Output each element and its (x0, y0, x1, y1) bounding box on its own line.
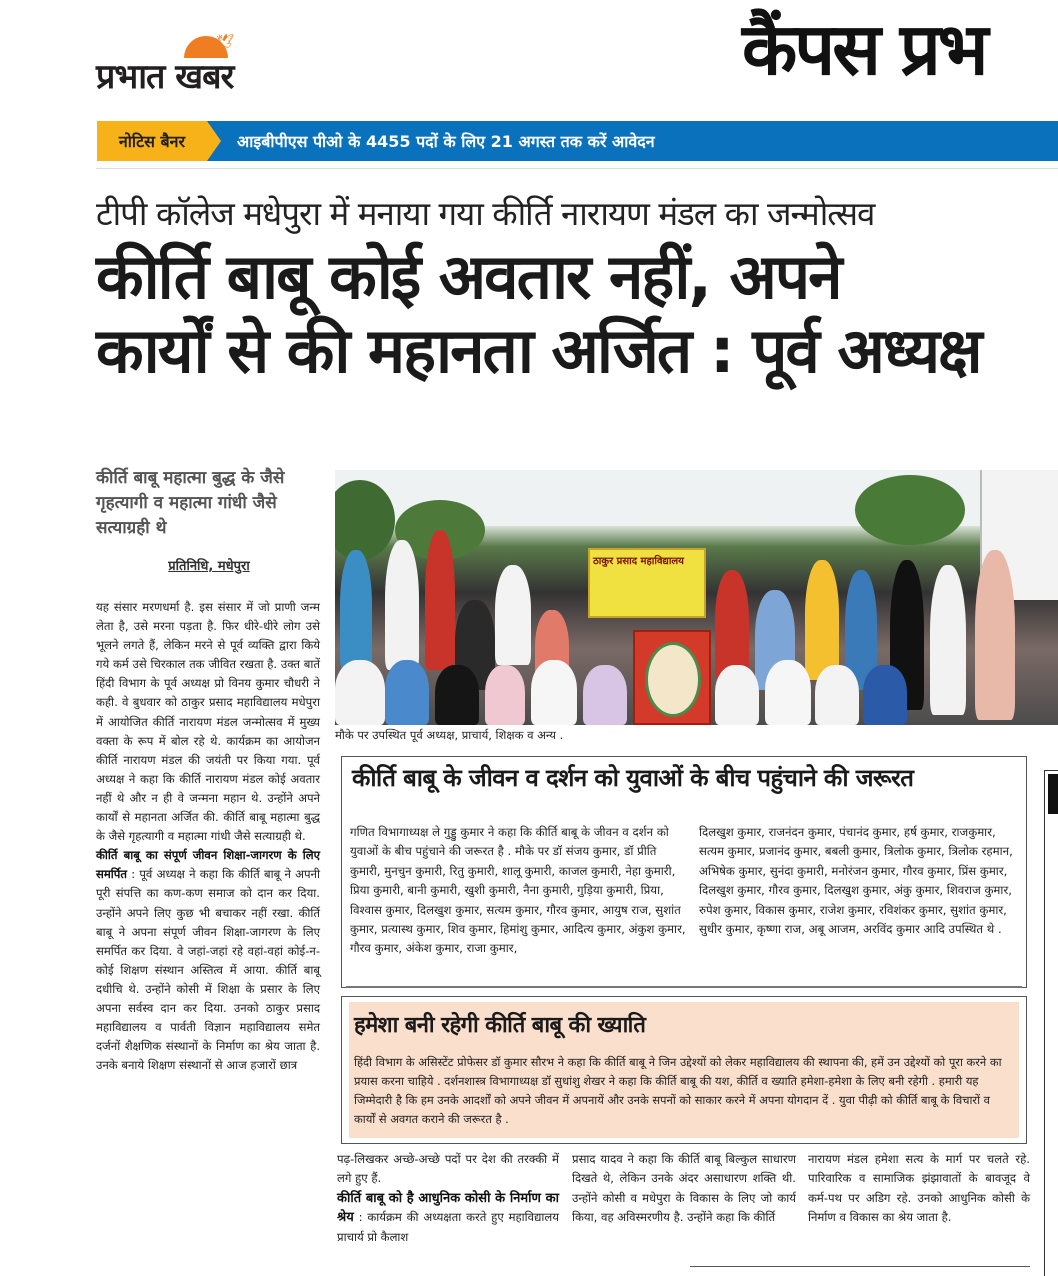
logo-text: प्रभात खबर (96, 57, 234, 97)
photo-person (340, 550, 372, 670)
photo-person (930, 565, 966, 715)
photo-person (805, 560, 839, 680)
notice-banner (97, 121, 1058, 161)
photo-person (815, 665, 859, 725)
photo-person (765, 660, 811, 725)
article-headline (96, 240, 1046, 388)
bottom-column-1-subhead: कीर्ति बाबू को है आधुनिक कोसी के निर्माण का श्रेय (337, 1190, 559, 1226)
adjacent-article-border (1044, 770, 1058, 1276)
photo-person (715, 570, 749, 680)
left-column (96, 598, 320, 1075)
sidebar-box-fame (341, 996, 1027, 1144)
photo-person (531, 660, 577, 725)
photo-person (863, 665, 907, 725)
photo-person (975, 550, 1015, 720)
bottom-column-1-paragraph-2: : कार्यक्रम की अध्यक्षता करते हुए महाविद्यालय प्राचार्य प्रो कैलाश (337, 1210, 559, 1244)
section-title: कैंपस प्रभ (742, 7, 986, 91)
box-title: कीर्ति बाबू के जीवन व दर्शन को युवाओं के बीच पहुंचाने की जरूरत (352, 764, 914, 792)
byline: प्रतिनिधि, मधेपुरा (168, 559, 250, 574)
left-column-subhead: कीर्ति बाबू का संपूर्ण जीवन शिक्षा-जागरण के लिए समर्पित (96, 848, 320, 882)
photo-person (385, 540, 419, 670)
left-column-paragraph-1: यह संसार मरणधर्मा है. इस संसार में जो प्राणी जन्म लेता है, उसे मरना पड़ता है. फिर धीरे-धीरे लोग उसे भूलने लगते हैं, लेकिन मरने से पूर्व व्यक्ति द्वारा किये गये कर्म उसे चिरकाल तक जीवित रखता है. उक्त बातें हिंदी विभाग के पूर्व अध्यक्ष प्रो विनय कुमार चौधरी ने कही. वे बुधवार को ठाकुर प्रसाद महाविद्यालय मधेपुरा में आयोजित कीर्ति नारायण मंडल जन्मोत्सव में मुख्य वक्ता के रूप में बोल रहे थे. कार्यक्रम का आयोजन कीर्ति नारायण मंडल की जयंती पर किया गया. पूर्व अध्यक्ष ने कहा कि कीर्ति नारायण मंडल कोई अवतार नहीं थे और न ही वे जन्मना महान थे. उन्होंने अपने कार्यों से महानता अर्जित की. कीर्ति बाबू महात्मा बुद्ध के जैसे गृहत्यागी व महात्मा गांधी जैसे सत्याग्रही थे. (96, 600, 320, 844)
box-body: हिंदी विभाग के असिस्टेंट प्रोफेसर डॉ कुमार सौरभ ने कहा कि कीर्ति बाबू ने जिन उद्देश्यों को लेकर महाविद्यालय की स्थापना की, हमें उन उद्देश्यों को पूरा करने का प्रयास करना चाहिये . दर्शनशास्त्र विभागाध्यक्ष डॉ सुधांशु शेखर ने कहा कि कीर्ति बाबू की यश, कीर्ति व ख्याति हमेशा-हमेशा के लिए बनी रहेगी . हमारी यह जिम्मेदारी है कि हम उनके आदर्शों को अपने जीवन में अपनायें और उनके सपनों को साकार करने में अपना योगदान दें . युवा पीढ़ी को कीर्ति बाबू के विचारों व कार्यों से अवगत कराने की जरूरत है . (354, 1055, 1002, 1126)
left-column-paragraph-2: : पूर्व अध्यक्ष ने कहा कि कीर्ति बाबू ने अपनी पूरी संपत्ति का कण-कण समाज को दान कर दिया. उन्होंने अपने लिए कुछ भी बचाकर नहीं रखा. कीर्ति बाबू ने अपना संपूर्ण जीवन शिक्षा-जागरण के लिए समर्पित कर दिया. वे जहां-जहां रहे वहां-वहां कोई-न-कोई शिक्षण संस्थान अस्तित्व में आया. कीर्ति बाबू दधीचि थे. उन्होंने कोसी में शिक्षा के प्रसार के लिए अपना सर्वस्व दान कर दिया. उनको ठाकुर प्रसाद महाविद्यालय व पार्वती विज्ञान महाविद्यालय समेत दर्जनों शैक्षणिक संस्थानों के निर्माण का श्रेय जाता है. उनके बनाये शिक्षण संस्थानों से आज हजारों छात्र (96, 867, 320, 1073)
box-column-1: गणित विभागाध्यक्ष ले गुड्डु कुमार ने कहा कि कीर्ति बाबू के जीवन व दर्शन को युवाओं के बीच पहुंचाने की जरूरत है . मौके पर डॉ संजय कुमार, डॉ प्रीति कुमारी, मुनचुन कुमारी, रितु कुमारी, शालू कुमारी, काजल कुमारी, नेहा कुमारी, प्रिया कुमारी, बानी कुमारी, खुशी कुमारी, नैना कुमारी, गुड़िया कुमारी, प्रिया, विश्वास कुमार, दिलखुश कुमार, सत्यम कुमार, गौरव कुमार, आयुष राज, सुशांत कुमार, प्रत्यास्थ कुमार, शिव कुमार, हिमांशु कुमार, आदित्य कुमार, अंकुश कुमार, गौरव कुमार, अंकेश कुमार, राजा कुमार, (350, 825, 686, 956)
photo-person (435, 665, 479, 725)
photo-person (495, 565, 531, 665)
box-title: हमेशा बनी रहेगी कीर्ति बाबू की ख्याति (354, 1013, 646, 1038)
photo-person (583, 665, 627, 725)
headline-line-2: कार्यों से की महानता अर्जित : पूर्व अध्यक्ष (96, 314, 981, 387)
bottom-column-1-paragraph-1: पढ़-लिखकर अच्छे-अच्छे पदों पर देश की तरक्की में लगे हुए हैं. (337, 1152, 559, 1186)
college-banner-text: ठाकुर प्रसाद महाविद्यालय (593, 556, 684, 567)
photo-person (335, 660, 385, 725)
portrait-frame (633, 630, 711, 725)
adjacent-article-header (1048, 774, 1058, 814)
article-kicker: टीपी कॉलेज मधेपुरा में मनाया गया कीर्ति नारायण मंडल का जन्मोत्सव (96, 194, 875, 233)
notice-arrow-icon (207, 121, 221, 161)
article-subhead: कीर्ति बाबू महात्मा बुद्ध के जैसे गृहत्यागी व महात्मा गांधी जैसे सत्याग्रही थे (96, 468, 285, 538)
divider (690, 1266, 1030, 1267)
headline-line-1: कीर्ति बाबू कोई अवतार नहीं, अपने (96, 240, 841, 313)
photo-caption: मौके पर उपस्थित पूर्व अध्यक्ष, प्राचार्य, शिक्षक व अन्य . (335, 728, 564, 742)
photo-person (485, 665, 525, 725)
college-banner (588, 548, 706, 618)
box-column-2: दिलखुश कुमार, राजनंदन कुमार, पंचानंद कुमार, हर्ष कुमार, राजकुमार, सत्यम कुमार, प्रजानंद कुमार, बबली कुमार, त्रिलोक कुमार, त्रिलोक रहमान, अभिषेक कुमार, सुनंदा कुमारी, मनोरंजन कुमार, गौरव कुमार, प्रिंस कुमार, दिलखुश कुमार, गौरव कुमार, दिलखुश कुमार, अंकु कुमार, शिवराज कुमार, रुपेश कुमार, विकास कुमार, राजेश कुमार, रविशंकर कुमार, सुशांत कुमार, सुधीर कुमार, कृष्णा राज, अबू आजम, अरविंद कुमार आदि उपस्थित थे . (699, 825, 1013, 937)
photo-tree (855, 475, 965, 545)
group-photo (335, 470, 1058, 725)
divider (96, 168, 1058, 169)
bottom-column-2: प्रसाद यादव ने कहा कि कीर्ति बाबू बिल्कुल साधारण दिखते थे, लेकिन उनके अंदर असाधारण शक्ति थी. उन्होंने कोसी व मधेपुरा के विकास के लिए जो कार्य किया, वह अविस्मरणीय है. उन्होंने कहा कि कीर्ति (572, 1152, 796, 1225)
bird-icon: 🕊 (216, 34, 234, 50)
photo-person (425, 530, 455, 670)
portrait-image (645, 642, 701, 717)
newspaper-logo (96, 34, 316, 97)
notice-tag: नोटिस बैनर (97, 121, 207, 161)
divider (346, 986, 1022, 988)
photo-person (385, 660, 429, 725)
bottom-column-1 (337, 1150, 559, 1247)
notice-text: आइबीपीएस पीओ के 4455 पदों के लिए 21 अगस्त तक करें आवेदन (221, 121, 1058, 161)
sidebar-box-names (341, 756, 1027, 988)
photo-person (715, 665, 759, 725)
bottom-column-3: नारायण मंडल हमेशा सत्य के मार्ग पर चलते रहे. पारिवारिक व सामाजिक झंझावातों के बावजूद वे कर्म-पथ पर अडिग रहे. उनको आधुनिक कोसी के निर्माण व विकास का श्रेय जाता है. (808, 1152, 1030, 1225)
